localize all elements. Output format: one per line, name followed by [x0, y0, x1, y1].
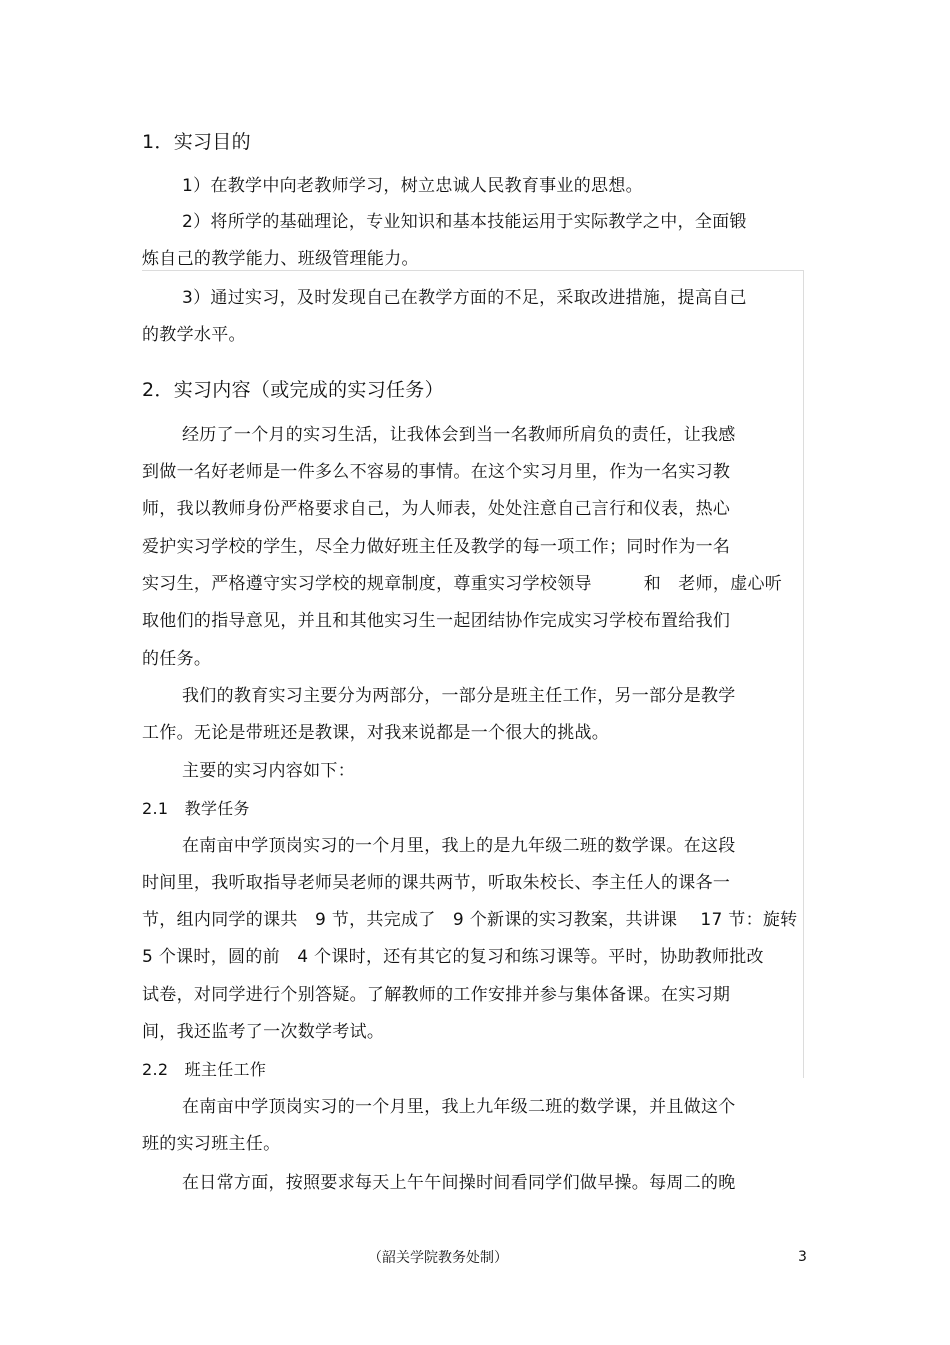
- section1-item3-line2: 的教学水平。: [142, 325, 246, 345]
- subsection-2-2-line1: 在南亩中学顶岗实习的一个月里，我上九年级二班的数学课，并且做这个: [182, 1097, 736, 1117]
- section2-para1-line4: 爱护实习学校的学生，尽全力做好班主任及教学的每一项工作；同时作为一名: [142, 537, 731, 557]
- section2-para1-line1: 经历了一个月的实习生活，让我体会到当一名教师所肩负的责任，让我感: [182, 425, 736, 445]
- section1-item3-line1: 3）通过实习，及时发现自己在教学方面的不足，采取改进措施，提高自己: [182, 288, 747, 308]
- section2-para2-line1: 我们的教育实习主要分为两部分，一部分是班主任工作，另一部分是教学: [182, 686, 736, 706]
- section2-para1-line5: 实习生，严格遵守实习学校的规章制度，尊重实习学校领导 和 老师，虚心听: [142, 574, 783, 594]
- section1-item1: 1）在教学中向老教师学习，树立忠诚人民教育事业的思想。: [182, 176, 643, 196]
- subsection-2-1-line2: 时间里，我听取指导老师吴老师的课共两节，听取朱校长、李主任人的课各一: [142, 873, 731, 893]
- section2-para1-line7: 的任务。: [142, 649, 212, 669]
- frame-border-right: [803, 270, 804, 1078]
- section1-item2-line2: 炼自己的教学能力、班级管理能力。: [142, 249, 419, 269]
- subsection-2-2-line3: 在日常方面，按照要求每天上午午间操时间看同学们做早操。每周二的晚: [182, 1173, 736, 1193]
- page-number: 3: [798, 1249, 807, 1265]
- section2-para1-line6: 取他们的指导意见，并且和其他实习生一起团结协作完成实习学校布置给我们: [142, 611, 731, 631]
- subsection-2-2-line2: 班的实习班主任。: [142, 1134, 281, 1154]
- subsection-2-1-line6: 间，我还监考了一次数学考试。: [142, 1022, 385, 1042]
- section2-para1-line2: 到做一名好老师是一件多么不容易的事情。在这个实习月里，作为一名实习教: [142, 462, 731, 482]
- section2-para2-line2: 工作。无论是带班还是教课，对我来说都是一个很大的挑战。: [142, 723, 610, 743]
- section2-heading: 2．实习内容（或完成的实习任务）: [142, 379, 444, 401]
- subsection-2-1-heading: 2.1 教学任务: [142, 799, 250, 818]
- footer-institution: （韶关学院教务处制）: [368, 1250, 508, 1266]
- section2-para1-line3: 师，我以教师身份严格要求自己，为人师表，处处注意自己言行和仪表，热心: [142, 499, 731, 519]
- subsection-2-2-heading: 2.2 班主任工作: [142, 1060, 267, 1079]
- subsection-2-1-line3: 节，组内同学的课共 9 节，共完成了 9 个新课的实习教案，共讲课 17 节：旋转: [142, 910, 798, 930]
- frame-border-top: [142, 270, 803, 271]
- subsection-2-1-line4: 5 个课时，圆的前 4 个课时，还有其它的复习和练习课等。平时，协助教师批改: [142, 947, 764, 967]
- subsection-2-1-line1: 在南亩中学顶岗实习的一个月里，我上的是九年级二班的数学课。在这段: [182, 836, 736, 856]
- subsection-2-1-line5: 试卷，对同学进行个别答疑。了解教师的工作安排并参与集体备课。在实习期: [142, 985, 731, 1005]
- section2-para3: 主要的实习内容如下：: [182, 761, 355, 781]
- section1-item2-line1: 2）将所学的基础理论，专业知识和基本技能运用于实际教学之中，全面锻: [182, 212, 747, 232]
- section1-heading: 1．实习目的: [142, 131, 251, 153]
